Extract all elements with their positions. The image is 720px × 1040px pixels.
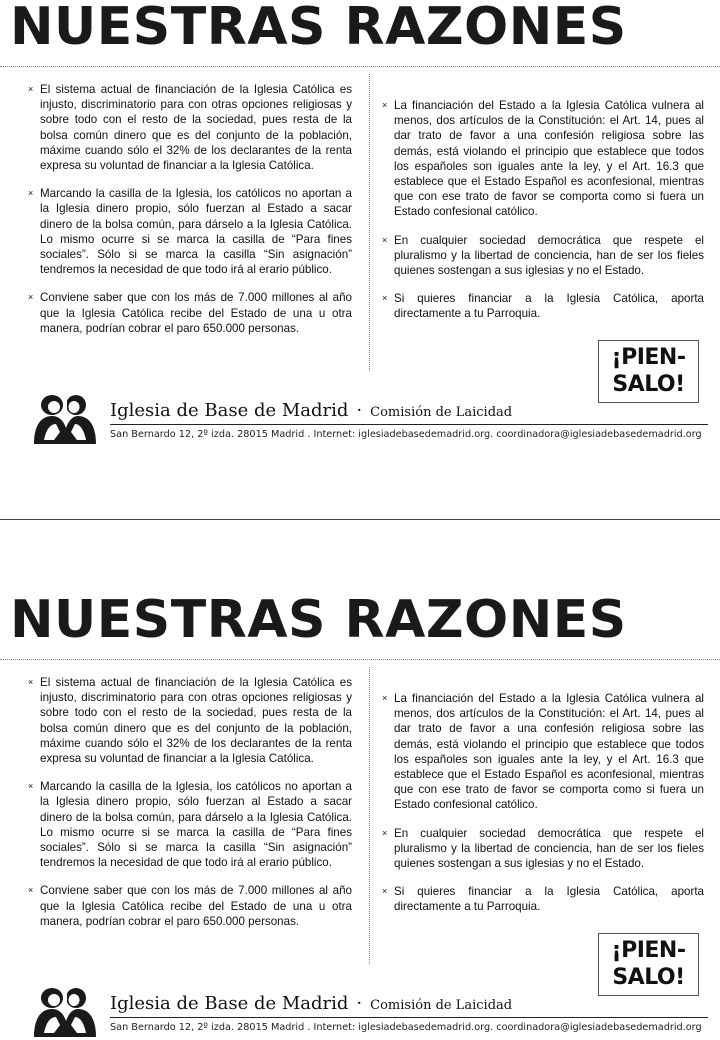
pienso-box bbox=[598, 340, 699, 403]
organization-separator: · bbox=[356, 400, 363, 421]
cross-bullet-icon: × bbox=[382, 827, 388, 838]
bullet-item bbox=[28, 779, 352, 870]
title-rule bbox=[0, 659, 720, 660]
flyer-bottom bbox=[0, 590, 720, 1038]
bullet-item bbox=[28, 290, 352, 336]
cross-bullet-icon: × bbox=[382, 234, 388, 245]
bullet-text: Si quieres financiar a la Iglesia Católica, aporta directamente a tu Parroquia. bbox=[394, 885, 704, 914]
bullet-item bbox=[382, 826, 704, 872]
column-divider bbox=[369, 667, 370, 964]
bullet-text: Marcando la casilla de la Iglesia, los católicos no aportan a la Iglesia dinero propio, sólo fuerzan al Estado a sacar dinero de la bolsa común, para dárselo a la Iglesia Católica. Lo mismo ocurre si se marca la casilla de “Para fines sociales”. Sólo si se marca la casilla “Sin asignación” tendremos la necesidad de que todo irá al erario público. bbox=[40, 780, 352, 870]
bullet-text: Si quieres financiar a la Iglesia Católica, aporta directamente a tu Parroquia. bbox=[394, 292, 704, 321]
cross-bullet-icon: × bbox=[28, 677, 34, 687]
pienso-box bbox=[598, 933, 699, 996]
bullet-text: Conviene saber que con los más de 7.000 millones al año que la Iglesia Católica recibe del Estado de una u otra manera, podrían cobrar el paro 650.000 personas. bbox=[40, 291, 352, 335]
bullet-text: En cualquier sociedad democrática que respete el pluralismo y la libertad de conciencia, han de ser los fieles quienes sostengan a sus iglesias y no el Estado. bbox=[394, 233, 704, 278]
bullet-text: Marcando la casilla de la Iglesia, los católicos no aportan a la Iglesia dinero propio, sólo fuerzan al Estado a sacar dinero de la bolsa común, para dárselo a la Iglesia Católica. Lo mismo ocurre si se marca la casilla de “Para fines sociales”. Sólo si se marca la casilla “Sin asignación” tendremos la necesidad de que todo irá al erario público. bbox=[40, 187, 352, 277]
right-column bbox=[382, 98, 704, 335]
cross-bullet-icon: × bbox=[28, 188, 34, 199]
two-people-icon bbox=[30, 394, 102, 446]
cross-bullet-icon: × bbox=[382, 100, 388, 110]
column-divider bbox=[369, 74, 370, 371]
bullet-text: La financiación del Estado a la Iglesia Católica vulnera al menos, dos artículos de la Constitución: el Art. 14, pues al dar trato de favor a una confesión religiosa sobre las demás, está violando el principio que establece que todos los españoles son iguales ante la ley, y el Art. 16.3 que establece que el Estado Español es aconfesional, mientras que con ese trato de favor se comporta como si fuera un Estado confesional católico. bbox=[394, 692, 704, 812]
bullet-item bbox=[28, 675, 352, 766]
organization-name: Iglesia de Base de Madrid bbox=[110, 993, 349, 1014]
flyer-title: NUESTRAS RAZONES bbox=[10, 590, 627, 650]
bullet-text: El sistema actual de financiación de la Iglesia Católica es injusto, discriminatorio para con otras opciones religiosas y sobre todo con el resto de la sociedad, pues resta de la bolsa común dinero que es del conjunto de la población, máxime cuando sólo el 32% de los declarantes de la renta expresa su voluntad de financiar a la Iglesia Católica. bbox=[40, 83, 352, 173]
pienso-line-2: SALO! bbox=[612, 372, 685, 397]
bullet-text: El sistema actual de financiación de la Iglesia Católica es injusto, discriminatorio para con otras opciones religiosas y sobre todo con el resto de la sociedad, pues resta de la bolsa común dinero que es del conjunto de la población, máxime cuando sólo el 32% de los declarantes de la renta expresa su voluntad de financiar a la Iglesia Católica. bbox=[40, 676, 352, 766]
title-rule bbox=[0, 66, 720, 67]
organization-line bbox=[110, 400, 512, 421]
bullet-item bbox=[28, 82, 352, 173]
address-line: San Bernardo 12, 2º izda. 28015 Madrid . Internet: iglesiadebasedemadrid.org. coordinadora@iglesiadebasedemadrid.org bbox=[110, 429, 702, 440]
left-column bbox=[28, 675, 352, 942]
organization-rule bbox=[110, 1017, 708, 1018]
commission-name: Comisión de Laicidad bbox=[370, 998, 513, 1013]
cross-bullet-icon: × bbox=[28, 885, 34, 896]
left-column bbox=[28, 82, 352, 349]
pienso-line-1: ¡PIEN- bbox=[611, 345, 686, 370]
flyer-title: NUESTRAS RAZONES bbox=[10, 0, 627, 57]
bullet-item bbox=[382, 691, 704, 813]
cross-bullet-icon: × bbox=[382, 293, 388, 304]
commission-name: Comisión de Laicidad bbox=[370, 405, 513, 420]
right-column bbox=[382, 691, 704, 928]
organization-line bbox=[110, 993, 512, 1014]
bullet-text: La financiación del Estado a la Iglesia Católica vulnera al menos, dos artículos de la Constitución: el Art. 14, pues al dar trato de favor a una confesión religiosa sobre las demás, está violando el principio que establece que todos los españoles son iguales ante la ley, y el Art. 16.3 que establece que el Estado Español es aconfesional, mientras que con ese trato de favor se comporta como si fuera un Estado confesional católico. bbox=[394, 99, 704, 219]
bullet-text: En cualquier sociedad democrática que respete el pluralismo y la libertad de conciencia, han de ser los fieles quienes sostengan a sus iglesias y no el Estado. bbox=[394, 826, 704, 871]
bullet-text: Conviene saber que con los más de 7.000 millones al año que la Iglesia Católica recibe del Estado de una u otra manera, podrían cobrar el paro 650.000 personas. bbox=[40, 884, 352, 928]
cross-bullet-icon: × bbox=[382, 693, 388, 703]
flyer-top bbox=[0, 0, 720, 445]
bullet-item bbox=[382, 98, 704, 220]
bullet-item bbox=[28, 186, 352, 277]
cut-line bbox=[0, 519, 720, 520]
two-people-icon bbox=[30, 987, 102, 1039]
pienso-line-2: SALO! bbox=[612, 965, 685, 990]
bullet-item bbox=[382, 884, 704, 914]
organization-separator: · bbox=[356, 993, 363, 1014]
address-line: San Bernardo 12, 2º izda. 28015 Madrid . Internet: iglesiadebasedemadrid.org. coordinadora@iglesiadebasedemadrid.org bbox=[110, 1022, 702, 1033]
organization-rule bbox=[110, 424, 708, 425]
pienso-line-1: ¡PIEN- bbox=[611, 938, 686, 963]
cross-bullet-icon: × bbox=[28, 781, 34, 792]
cross-bullet-icon: × bbox=[382, 886, 388, 897]
cross-bullet-icon: × bbox=[28, 84, 34, 94]
organization-name: Iglesia de Base de Madrid bbox=[110, 400, 349, 421]
cross-bullet-icon: × bbox=[28, 292, 34, 303]
bullet-item bbox=[28, 883, 352, 929]
bullet-item bbox=[382, 233, 704, 279]
bullet-item bbox=[382, 291, 704, 321]
